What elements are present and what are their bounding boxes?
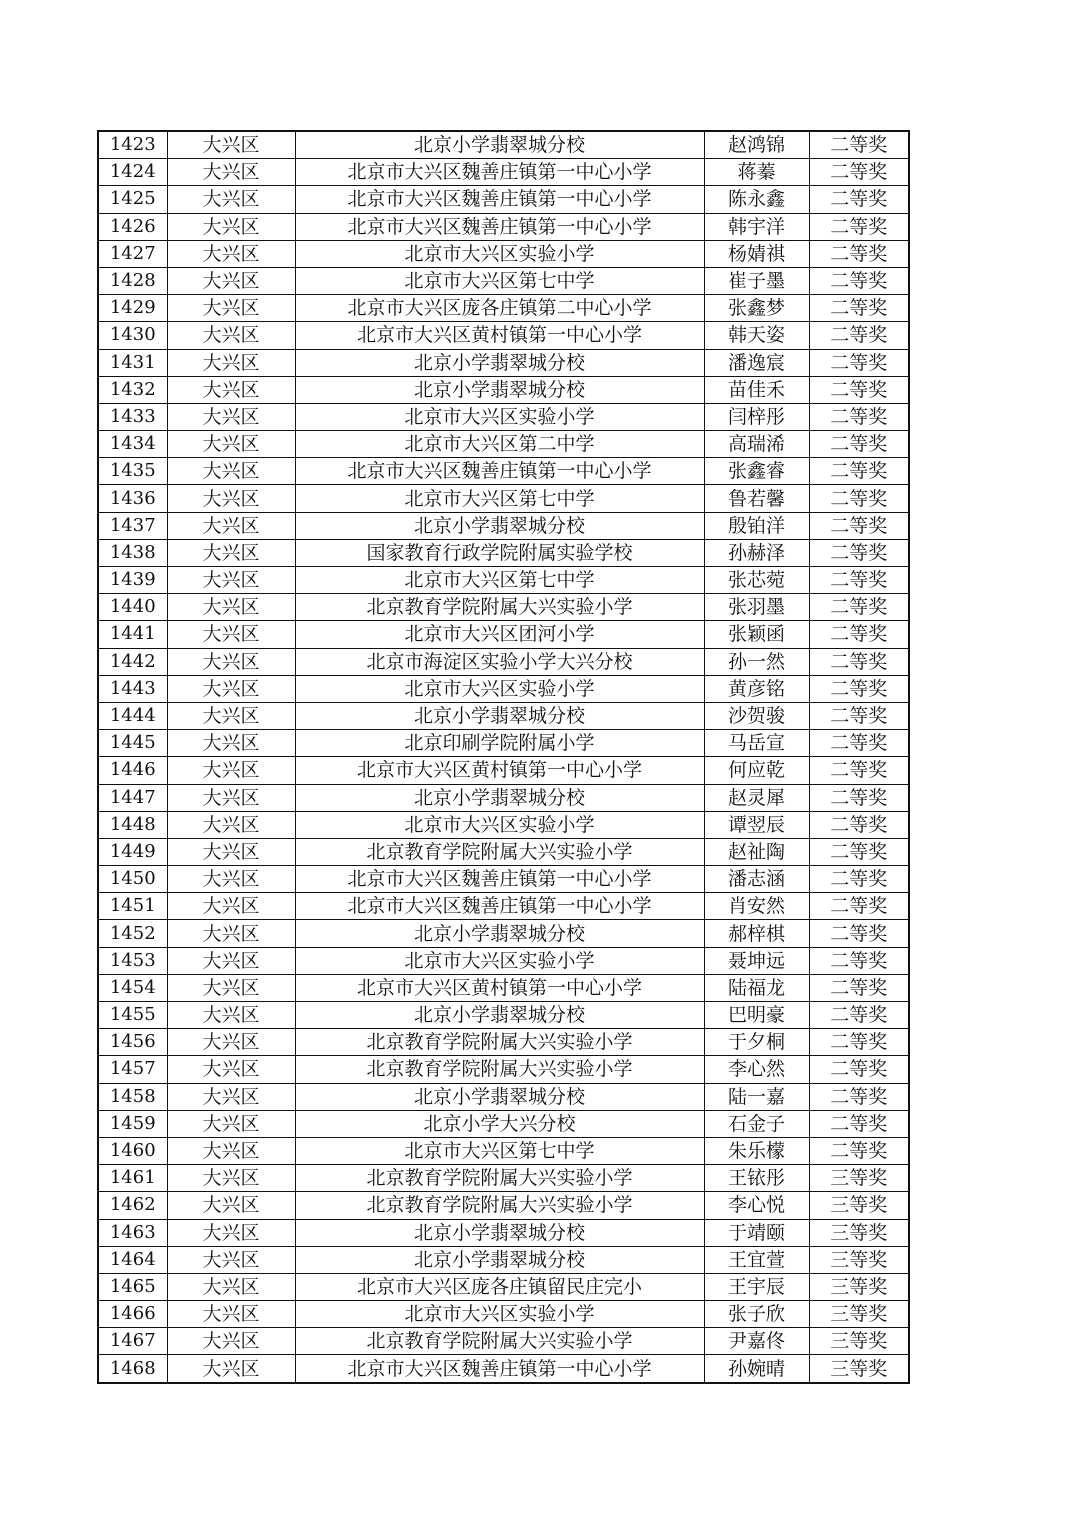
student-name-cell: 孙一然: [704, 648, 809, 675]
award-level-cell: 二等奖: [809, 784, 909, 811]
award-level-cell: 二等奖: [809, 403, 909, 430]
row-number: 1426: [98, 213, 167, 240]
table-row: [98, 1029, 909, 1056]
student-name-cell: 于夕桐: [704, 1029, 809, 1056]
school-cell: 北京市大兴区团河小学: [295, 621, 704, 648]
row-number: 1457: [98, 1056, 167, 1083]
award-level-cell: 二等奖: [809, 621, 909, 648]
table-row: [98, 376, 909, 403]
table-row: [98, 1110, 909, 1137]
district-cell: 大兴区: [167, 1029, 295, 1056]
award-level-cell: 二等奖: [809, 757, 909, 784]
school-cell: 北京市大兴区魏善庄镇第一中心小学: [295, 213, 704, 240]
table-row: [98, 757, 909, 784]
row-number: 1435: [98, 458, 167, 485]
district-cell: 大兴区: [167, 838, 295, 865]
student-name-cell: 潘逸宸: [704, 349, 809, 376]
row-number: 1450: [98, 866, 167, 893]
table-row: [98, 512, 909, 539]
award-level-cell: 二等奖: [809, 1083, 909, 1110]
row-number: 1432: [98, 376, 167, 403]
student-name-cell: 张鑫梦: [704, 295, 809, 322]
award-level-cell: 二等奖: [809, 431, 909, 458]
district-cell: 大兴区: [167, 1192, 295, 1219]
row-number: 1455: [98, 1002, 167, 1029]
district-cell: 大兴区: [167, 893, 295, 920]
row-number: 1468: [98, 1355, 167, 1383]
row-number: 1461: [98, 1165, 167, 1192]
district-cell: 大兴区: [167, 322, 295, 349]
school-cell: 北京小学翡翠城分校: [295, 920, 704, 947]
table-row: [98, 1355, 909, 1383]
row-number: 1427: [98, 240, 167, 267]
table-row: [98, 866, 909, 893]
table-row: [98, 974, 909, 1001]
table-row: [98, 893, 909, 920]
row-number: 1434: [98, 431, 167, 458]
student-name-cell: 崔子墨: [704, 267, 809, 294]
student-name-cell: 赵祉陶: [704, 838, 809, 865]
table-row: [98, 1192, 909, 1219]
row-number: 1451: [98, 893, 167, 920]
award-level-cell: 二等奖: [809, 458, 909, 485]
award-level-cell: 三等奖: [809, 1301, 909, 1328]
district-cell: 大兴区: [167, 1355, 295, 1383]
district-cell: 大兴区: [167, 349, 295, 376]
table-row: [98, 594, 909, 621]
table-row: [98, 1219, 909, 1246]
award-level-cell: 二等奖: [809, 1029, 909, 1056]
row-number: 1444: [98, 702, 167, 729]
student-name-cell: 于靖颐: [704, 1219, 809, 1246]
award-level-cell: 三等奖: [809, 1219, 909, 1246]
school-cell: 北京教育学院附属大兴实验小学: [295, 1192, 704, 1219]
award-level-cell: 二等奖: [809, 838, 909, 865]
row-number: 1430: [98, 322, 167, 349]
district-cell: 大兴区: [167, 267, 295, 294]
school-cell: 北京市大兴区魏善庄镇第一中心小学: [295, 458, 704, 485]
table-row: [98, 431, 909, 458]
school-cell: 北京印刷学院附属小学: [295, 730, 704, 757]
student-name-cell: 潘志涵: [704, 866, 809, 893]
school-cell: 北京市大兴区庞各庄镇第二中心小学: [295, 295, 704, 322]
school-cell: 北京小学大兴分校: [295, 1110, 704, 1137]
district-cell: 大兴区: [167, 567, 295, 594]
school-cell: 北京小学翡翠城分校: [295, 1219, 704, 1246]
row-number: 1463: [98, 1219, 167, 1246]
award-level-cell: 二等奖: [809, 920, 909, 947]
student-name-cell: 巴明豪: [704, 1002, 809, 1029]
school-cell: 北京市大兴区黄村镇第一中心小学: [295, 757, 704, 784]
school-cell: 北京小学翡翠城分校: [295, 512, 704, 539]
school-cell: 北京小学翡翠城分校: [295, 784, 704, 811]
school-cell: 北京小学翡翠城分校: [295, 702, 704, 729]
student-name-cell: 殷铂洋: [704, 512, 809, 539]
district-cell: 大兴区: [167, 512, 295, 539]
student-name-cell: 李心然: [704, 1056, 809, 1083]
table-row: [98, 485, 909, 512]
table-row: [98, 1301, 909, 1328]
school-cell: 北京市大兴区实验小学: [295, 403, 704, 430]
school-cell: 北京市大兴区魏善庄镇第一中心小学: [295, 159, 704, 186]
table-row: [98, 213, 909, 240]
award-level-cell: 二等奖: [809, 1002, 909, 1029]
row-number: 1445: [98, 730, 167, 757]
student-name-cell: 陆福龙: [704, 974, 809, 1001]
row-number: 1424: [98, 159, 167, 186]
district-cell: 大兴区: [167, 1056, 295, 1083]
district-cell: 大兴区: [167, 1110, 295, 1137]
school-cell: 北京市大兴区第七中学: [295, 267, 704, 294]
student-name-cell: 孙赫泽: [704, 539, 809, 566]
award-level-cell: 三等奖: [809, 1192, 909, 1219]
row-number: 1437: [98, 512, 167, 539]
school-cell: 北京小学翡翠城分校: [295, 131, 704, 159]
school-cell: 北京小学翡翠城分校: [295, 1246, 704, 1273]
district-cell: 大兴区: [167, 1219, 295, 1246]
award-level-cell: 二等奖: [809, 947, 909, 974]
school-cell: 北京市大兴区第二中学: [295, 431, 704, 458]
award-list-body: [98, 131, 909, 1383]
table-row: [98, 240, 909, 267]
row-number: 1465: [98, 1273, 167, 1300]
district-cell: 大兴区: [167, 1273, 295, 1300]
row-number: 1464: [98, 1246, 167, 1273]
school-cell: 北京市大兴区魏善庄镇第一中心小学: [295, 893, 704, 920]
award-level-cell: 二等奖: [809, 675, 909, 702]
row-number: 1452: [98, 920, 167, 947]
table-row: [98, 675, 909, 702]
school-cell: 北京市大兴区黄村镇第一中心小学: [295, 974, 704, 1001]
district-cell: 大兴区: [167, 458, 295, 485]
student-name-cell: 马岳宣: [704, 730, 809, 757]
table-row: [98, 811, 909, 838]
student-name-cell: 王宜萱: [704, 1246, 809, 1273]
row-number: 1429: [98, 295, 167, 322]
district-cell: 大兴区: [167, 621, 295, 648]
district-cell: 大兴区: [167, 1137, 295, 1164]
row-number: 1443: [98, 675, 167, 702]
district-cell: 大兴区: [167, 920, 295, 947]
student-name-cell: 朱乐檬: [704, 1137, 809, 1164]
school-cell: 北京教育学院附属大兴实验小学: [295, 1056, 704, 1083]
table-row: [98, 730, 909, 757]
row-number: 1459: [98, 1110, 167, 1137]
table-row: [98, 267, 909, 294]
district-cell: 大兴区: [167, 784, 295, 811]
award-level-cell: 二等奖: [809, 702, 909, 729]
award-level-cell: 二等奖: [809, 485, 909, 512]
table-row: [98, 920, 909, 947]
school-cell: 北京教育学院附属大兴实验小学: [295, 1165, 704, 1192]
school-cell: 北京市大兴区第七中学: [295, 1137, 704, 1164]
award-list-table: [97, 130, 910, 1384]
row-number: 1428: [98, 267, 167, 294]
school-cell: 国家教育行政学院附属实验学校: [295, 539, 704, 566]
student-name-cell: 李心悦: [704, 1192, 809, 1219]
row-number: 1442: [98, 648, 167, 675]
school-cell: 北京市大兴区实验小学: [295, 675, 704, 702]
table-row: [98, 1137, 909, 1164]
table-row: [98, 1273, 909, 1300]
row-number: 1439: [98, 567, 167, 594]
row-number: 1454: [98, 974, 167, 1001]
district-cell: 大兴区: [167, 866, 295, 893]
student-name-cell: 杨婧祺: [704, 240, 809, 267]
student-name-cell: 苗佳禾: [704, 376, 809, 403]
school-cell: 北京小学翡翠城分校: [295, 349, 704, 376]
school-cell: 北京市大兴区魏善庄镇第一中心小学: [295, 186, 704, 213]
row-number: 1448: [98, 811, 167, 838]
award-level-cell: 二等奖: [809, 1056, 909, 1083]
row-number: 1462: [98, 1192, 167, 1219]
student-name-cell: 何应乾: [704, 757, 809, 784]
award-level-cell: 二等奖: [809, 512, 909, 539]
district-cell: 大兴区: [167, 594, 295, 621]
award-level-cell: 二等奖: [809, 186, 909, 213]
row-number: 1436: [98, 485, 167, 512]
table-row: [98, 159, 909, 186]
district-cell: 大兴区: [167, 186, 295, 213]
student-name-cell: 陈永鑫: [704, 186, 809, 213]
student-name-cell: 韩宇洋: [704, 213, 809, 240]
school-cell: 北京小学翡翠城分校: [295, 1083, 704, 1110]
row-number: 1438: [98, 539, 167, 566]
award-level-cell: 二等奖: [809, 648, 909, 675]
student-name-cell: 赵鸿锦: [704, 131, 809, 159]
table-row: [98, 1246, 909, 1273]
award-level-cell: 二等奖: [809, 267, 909, 294]
award-level-cell: 三等奖: [809, 1165, 909, 1192]
district-cell: 大兴区: [167, 213, 295, 240]
award-level-cell: 二等奖: [809, 159, 909, 186]
district-cell: 大兴区: [167, 376, 295, 403]
district-cell: 大兴区: [167, 1002, 295, 1029]
school-cell: 北京市大兴区实验小学: [295, 947, 704, 974]
district-cell: 大兴区: [167, 974, 295, 1001]
row-number: 1433: [98, 403, 167, 430]
table-row: [98, 186, 909, 213]
student-name-cell: 王宇辰: [704, 1273, 809, 1300]
table-row: [98, 702, 909, 729]
student-name-cell: 王铱彤: [704, 1165, 809, 1192]
school-cell: 北京市大兴区第七中学: [295, 485, 704, 512]
school-cell: 北京市大兴区庞各庄镇留民庄完小: [295, 1273, 704, 1300]
row-number: 1441: [98, 621, 167, 648]
district-cell: 大兴区: [167, 295, 295, 322]
district-cell: 大兴区: [167, 431, 295, 458]
student-name-cell: 谭翌辰: [704, 811, 809, 838]
award-level-cell: 二等奖: [809, 539, 909, 566]
table-row: [98, 458, 909, 485]
award-level-cell: 二等奖: [809, 1110, 909, 1137]
table-row: [98, 947, 909, 974]
student-name-cell: 石金子: [704, 1110, 809, 1137]
student-name-cell: 高瑞浠: [704, 431, 809, 458]
table-row: [98, 295, 909, 322]
school-cell: 北京教育学院附属大兴实验小学: [295, 1328, 704, 1355]
student-name-cell: 孙婉晴: [704, 1355, 809, 1383]
award-level-cell: 二等奖: [809, 213, 909, 240]
award-level-cell: 二等奖: [809, 594, 909, 621]
table-row: [98, 131, 909, 159]
row-number: 1447: [98, 784, 167, 811]
student-name-cell: 张羽墨: [704, 594, 809, 621]
table-row: [98, 322, 909, 349]
table-row: [98, 349, 909, 376]
student-name-cell: 郝梓棋: [704, 920, 809, 947]
school-cell: 北京小学翡翠城分校: [295, 376, 704, 403]
district-cell: 大兴区: [167, 1165, 295, 1192]
award-level-cell: 三等奖: [809, 1328, 909, 1355]
award-level-cell: 二等奖: [809, 349, 909, 376]
student-name-cell: 闫梓彤: [704, 403, 809, 430]
table-row: [98, 1002, 909, 1029]
student-name-cell: 张子欣: [704, 1301, 809, 1328]
school-cell: 北京市大兴区实验小学: [295, 1301, 704, 1328]
award-level-cell: 三等奖: [809, 1355, 909, 1383]
district-cell: 大兴区: [167, 730, 295, 757]
award-level-cell: 三等奖: [809, 1246, 909, 1273]
district-cell: 大兴区: [167, 403, 295, 430]
table-row: [98, 1056, 909, 1083]
school-cell: 北京教育学院附属大兴实验小学: [295, 838, 704, 865]
award-level-cell: 二等奖: [809, 811, 909, 838]
row-number: 1466: [98, 1301, 167, 1328]
award-level-cell: 二等奖: [809, 322, 909, 349]
school-cell: 北京教育学院附属大兴实验小学: [295, 594, 704, 621]
district-cell: 大兴区: [167, 947, 295, 974]
district-cell: 大兴区: [167, 702, 295, 729]
student-name-cell: 张颖函: [704, 621, 809, 648]
row-number: 1431: [98, 349, 167, 376]
school-cell: 北京小学翡翠城分校: [295, 1002, 704, 1029]
row-number: 1456: [98, 1029, 167, 1056]
district-cell: 大兴区: [167, 811, 295, 838]
district-cell: 大兴区: [167, 675, 295, 702]
district-cell: 大兴区: [167, 485, 295, 512]
table-row: [98, 838, 909, 865]
row-number: 1467: [98, 1328, 167, 1355]
school-cell: 北京市大兴区第七中学: [295, 567, 704, 594]
student-name-cell: 鲁若馨: [704, 485, 809, 512]
table-row: [98, 403, 909, 430]
school-cell: 北京市大兴区实验小学: [295, 240, 704, 267]
row-number: 1453: [98, 947, 167, 974]
district-cell: 大兴区: [167, 1328, 295, 1355]
school-cell: 北京市大兴区魏善庄镇第一中心小学: [295, 1355, 704, 1383]
district-cell: 大兴区: [167, 648, 295, 675]
award-level-cell: 二等奖: [809, 131, 909, 159]
student-name-cell: 聂坤远: [704, 947, 809, 974]
student-name-cell: 陆一嘉: [704, 1083, 809, 1110]
district-cell: 大兴区: [167, 240, 295, 267]
student-name-cell: 蒋蓁: [704, 159, 809, 186]
student-name-cell: 肖安然: [704, 893, 809, 920]
table-row: [98, 784, 909, 811]
row-number: 1446: [98, 757, 167, 784]
district-cell: 大兴区: [167, 539, 295, 566]
row-number: 1458: [98, 1083, 167, 1110]
school-cell: 北京市海淀区实验小学大兴分校: [295, 648, 704, 675]
table-row: [98, 539, 909, 566]
student-name-cell: 沙贺骏: [704, 702, 809, 729]
school-cell: 北京教育学院附属大兴实验小学: [295, 1029, 704, 1056]
award-level-cell: 二等奖: [809, 240, 909, 267]
district-cell: 大兴区: [167, 1083, 295, 1110]
district-cell: 大兴区: [167, 131, 295, 159]
table-row: [98, 1165, 909, 1192]
school-cell: 北京市大兴区实验小学: [295, 811, 704, 838]
award-level-cell: 二等奖: [809, 1137, 909, 1164]
award-level-cell: 二等奖: [809, 730, 909, 757]
row-number: 1449: [98, 838, 167, 865]
row-number: 1460: [98, 1137, 167, 1164]
table-row: [98, 621, 909, 648]
row-number: 1423: [98, 131, 167, 159]
student-name-cell: 黄彦铭: [704, 675, 809, 702]
district-cell: 大兴区: [167, 1301, 295, 1328]
award-level-cell: 二等奖: [809, 295, 909, 322]
award-level-cell: 二等奖: [809, 974, 909, 1001]
student-name-cell: 张芯菀: [704, 567, 809, 594]
award-level-cell: 三等奖: [809, 1273, 909, 1300]
school-cell: 北京市大兴区黄村镇第一中心小学: [295, 322, 704, 349]
district-cell: 大兴区: [167, 1246, 295, 1273]
student-name-cell: 张鑫睿: [704, 458, 809, 485]
row-number: 1425: [98, 186, 167, 213]
award-level-cell: 二等奖: [809, 866, 909, 893]
district-cell: 大兴区: [167, 757, 295, 784]
student-name-cell: 赵灵犀: [704, 784, 809, 811]
table-row: [98, 1083, 909, 1110]
student-name-cell: 韩天姿: [704, 322, 809, 349]
school-cell: 北京市大兴区魏善庄镇第一中心小学: [295, 866, 704, 893]
award-level-cell: 二等奖: [809, 893, 909, 920]
student-name-cell: 尹嘉佟: [704, 1328, 809, 1355]
table-row: [98, 567, 909, 594]
table-row: [98, 1328, 909, 1355]
row-number: 1440: [98, 594, 167, 621]
district-cell: 大兴区: [167, 159, 295, 186]
award-level-cell: 二等奖: [809, 567, 909, 594]
award-level-cell: 二等奖: [809, 376, 909, 403]
table-row: [98, 648, 909, 675]
